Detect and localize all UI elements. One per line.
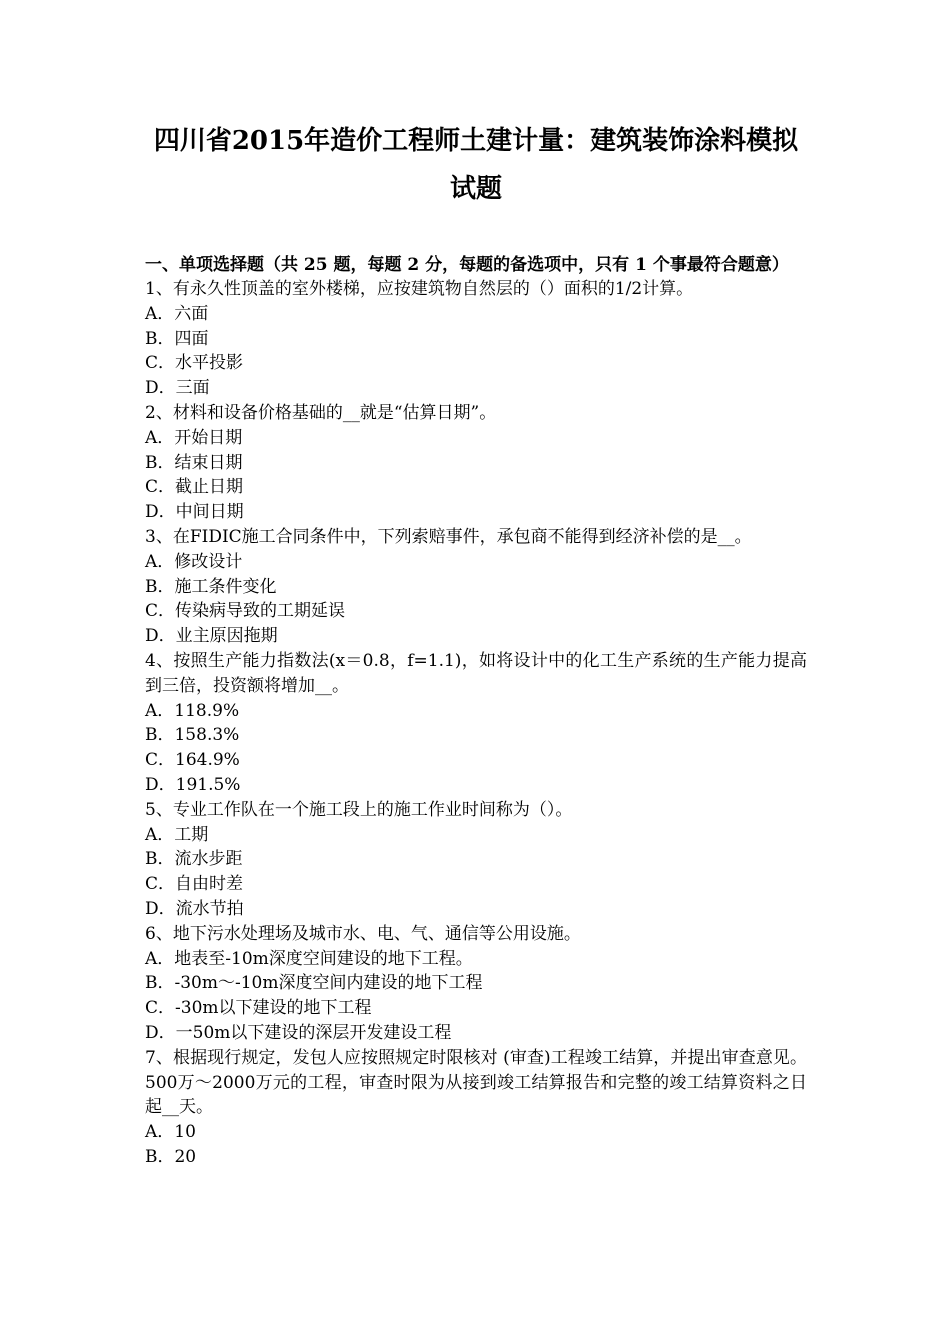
option-c: C．截止日期	[145, 477, 244, 498]
option-d: D．三面	[145, 378, 210, 399]
option-b: B．流水步距	[145, 849, 243, 870]
option-c: C．传染病导致的工期延误	[145, 601, 346, 622]
question-3	[145, 525, 807, 649]
option-c: C．水平投影	[145, 353, 244, 374]
option-b: B．158.3%	[145, 725, 240, 746]
question-text: 5、专业工作队在一个施工段上的施工作业时间称为（）。	[145, 799, 573, 820]
question-text: 6、地下污水处理场及城市水、电、气、通信等公用设施。	[145, 923, 581, 944]
option-b: B．施工条件变化	[145, 576, 277, 597]
document-page	[145, 0, 807, 1170]
section-heading: 一、单项选择题（共 25 题，每题 2 分，每题的备选项中，只有 1 个事最符合题意）	[145, 255, 789, 275]
option-d: D．191.5%	[145, 774, 241, 795]
question-1	[145, 277, 807, 401]
option-a: A．六面	[145, 303, 209, 324]
option-b: B．四面	[145, 328, 209, 349]
question-6	[145, 922, 807, 1046]
option-c: C．自由时差	[145, 874, 244, 895]
option-a: A．118.9%	[145, 700, 240, 721]
option-c: C．-30m以下建设的地下工程	[145, 998, 372, 1019]
option-b: B．-30m～-10m深度空间内建设的地下工程	[145, 973, 483, 994]
question-5	[145, 798, 807, 922]
question-text: 2、材料和设备价格基础的__就是“估算日期”。	[145, 402, 497, 423]
option-a: A．工期	[145, 824, 209, 845]
document-title: 四川省2015年造价工程师土建计量：建筑装饰涂料模拟试题	[153, 126, 799, 204]
option-a: A．10	[145, 1122, 196, 1143]
question-text: 3、在FIDIC施工合同条件中，下列索赔事件，承包商不能得到经济补偿的是__。	[145, 526, 752, 547]
question-7	[145, 1046, 807, 1170]
question-text: 1、有永久性顶盖的室外楼梯，应按建筑物自然层的（）面积的1/2计算。	[145, 279, 694, 299]
question-text: 4、按照生产能力指数法(x＝0.8，f=1.1)，如将设计中的化工生产系统的生产能力提高到三倍，投资额将增加__。	[145, 650, 807, 696]
option-a: A．地表至-10m深度空间建设的地下工程。	[145, 948, 473, 969]
question-2	[145, 401, 807, 525]
question-4	[145, 649, 807, 798]
option-d: D．业主原因拖期	[145, 626, 278, 647]
option-c: C．164.9%	[145, 750, 240, 771]
option-b: B．结束日期	[145, 452, 243, 473]
option-a: A．修改设计	[145, 551, 243, 572]
option-b: B．20	[145, 1146, 197, 1167]
question-list	[145, 277, 807, 1170]
question-text: 7、根据现行规定，发包人应按照规定时限核对 (审查)工程竣工结算，并提出审查意见。500万～2000万元的工程，审查时限为从接到竣工结算报告和完整的竣工结算资料之日起__天。	[145, 1047, 807, 1118]
option-d: D．流水节拍	[145, 898, 244, 919]
option-d: D．中间日期	[145, 502, 244, 523]
option-a: A．开始日期	[145, 427, 243, 448]
option-d: D．一50m以下建设的深层开发建设工程	[145, 1022, 452, 1043]
